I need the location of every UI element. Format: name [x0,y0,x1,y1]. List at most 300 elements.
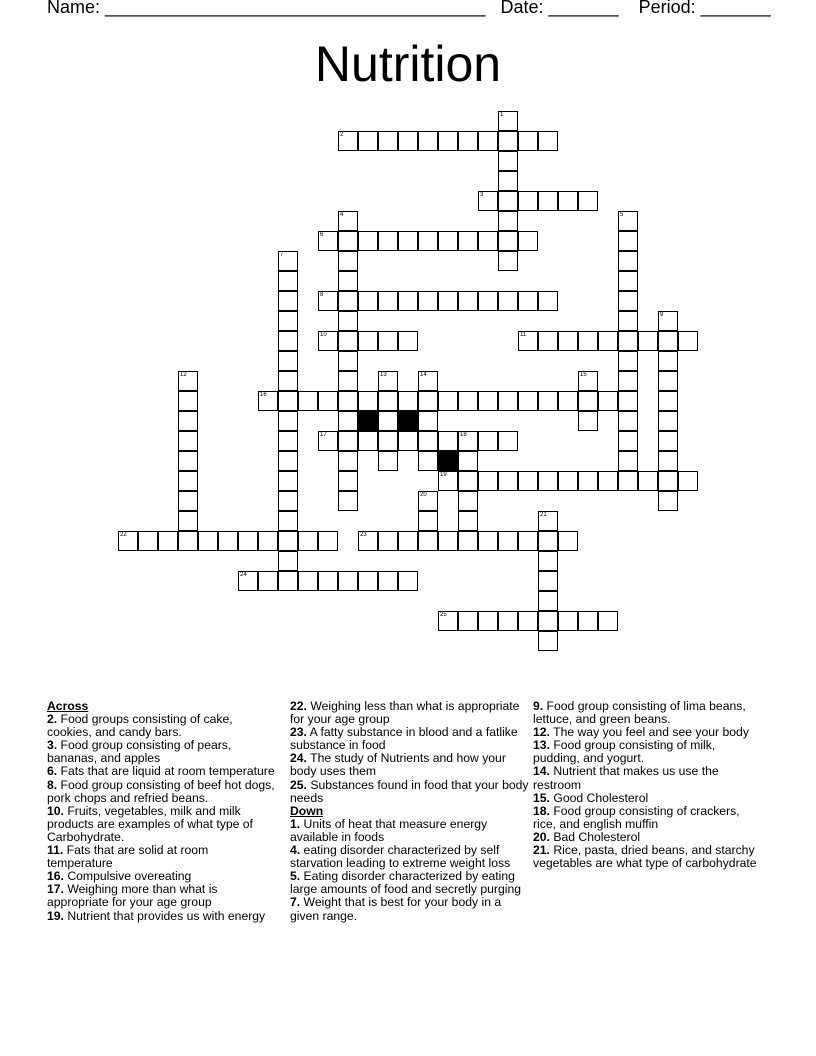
clue-text: Compulsive overeating [63,869,192,884]
grid-cell[interactable] [338,431,358,451]
grid-cell[interactable] [678,471,698,491]
clue-number-label: 15 [580,372,587,378]
grid-cell[interactable] [398,291,418,311]
grid-cell[interactable] [278,431,298,451]
grid-cell[interactable] [538,391,558,411]
grid-cell[interactable] [418,291,438,311]
grid-cell[interactable] [478,191,498,211]
grid-cell[interactable] [458,531,478,551]
clue-number: 5. [290,869,301,884]
clue-text: Eating disorder characterized by eating large amounts of food and secretly purging [290,869,522,897]
grid-cell[interactable] [398,431,418,451]
grid-cell[interactable] [618,271,638,291]
grid-cell[interactable] [258,391,278,411]
grid-cell[interactable] [458,491,478,511]
clue-number-label: 9 [660,312,664,318]
date-label: Date: [500,0,544,17]
grid-cell[interactable] [278,471,298,491]
clue-number: 2. [47,712,58,727]
clue-number-label: 24 [240,572,247,578]
grid-cell[interactable] [358,431,378,451]
grid-cell[interactable] [418,231,438,251]
grid-cell[interactable] [498,391,518,411]
black-cell [438,451,458,471]
clue-number: 10. [47,803,64,818]
grid-cell[interactable] [338,471,358,491]
grid-cell[interactable] [418,451,438,471]
clue-item [533,765,763,791]
clue-number-label: 7 [280,252,284,258]
grid-cell[interactable] [178,491,198,511]
grid-cell[interactable] [638,331,658,351]
clue-text: Fruits, vegetables, milk and milk products are examples of what type of Carbohydrate. [47,803,253,844]
grid-cell[interactable] [118,531,138,551]
grid-cell[interactable] [498,231,518,251]
grid-cell[interactable] [518,611,538,631]
clue-text: Units of heat that measure energy available in foods [290,816,488,844]
grid-cell[interactable] [278,331,298,351]
grid-cell[interactable] [438,471,458,491]
grid-cell[interactable] [138,531,158,551]
clue-column-1 [47,700,277,923]
grid-cell[interactable] [498,531,518,551]
grid-cell[interactable] [438,431,458,451]
grid-cell[interactable] [338,571,358,591]
grid-cell[interactable] [598,391,618,411]
grid-cell[interactable] [418,391,438,411]
grid-cell[interactable] [578,191,598,211]
grid-cell[interactable] [178,411,198,431]
grid-cell[interactable] [618,311,638,331]
grid-cell[interactable] [658,331,678,351]
grid-cell[interactable] [498,291,518,311]
grid-cell[interactable] [318,291,338,311]
grid-cell[interactable] [598,471,618,491]
grid-cell[interactable] [418,411,438,431]
grid-cell[interactable] [658,451,678,471]
clue-number-label: 22 [120,532,127,538]
grid-cell[interactable] [518,531,538,551]
clue-text: Good Cholesterol [549,790,649,805]
grid-cell[interactable] [338,231,358,251]
grid-cell[interactable] [478,431,498,451]
grid-cell[interactable] [658,391,678,411]
grid-cell[interactable] [178,391,198,411]
grid-cell[interactable] [378,411,398,431]
grid-cell[interactable] [618,291,638,311]
grid-cell[interactable] [538,131,558,151]
grid-cell[interactable] [378,531,398,551]
clue-number: 12. [533,725,550,740]
black-cell [358,411,378,431]
grid-cell[interactable] [618,451,638,471]
grid-cell[interactable] [678,331,698,351]
grid-cell[interactable] [338,131,358,151]
clue-number: 13. [533,738,550,753]
grid-cell[interactable] [378,131,398,151]
grid-cell[interactable] [298,571,318,591]
grid-cell[interactable] [578,471,598,491]
grid-cell[interactable] [318,571,338,591]
clue-text: Food group consisting of pears, bananas, and apples [47,738,232,766]
grid-cell[interactable] [658,411,678,431]
clue-number-label: 18 [460,432,467,438]
grid-cell[interactable] [278,491,298,511]
clue-text: Bad Cholesterol [549,829,641,844]
grid-cell[interactable] [338,491,358,511]
clue-number-label: 17 [320,432,327,438]
grid-cell[interactable] [438,231,458,251]
clue-text: Fats that are liquid at room temperature [57,764,275,779]
grid-cell[interactable] [278,391,298,411]
clue-text: Fats that are solid at room temperature [47,843,209,871]
grid-cell[interactable] [318,531,338,551]
clue-number: 23. [290,725,307,740]
grid-cell[interactable] [518,131,538,151]
grid-cell[interactable] [438,611,458,631]
page-title: Nutrition [314,36,502,92]
clue-number-label: 20 [420,492,427,498]
clue-item [47,739,277,765]
grid-cell[interactable] [418,491,438,511]
grid-cell[interactable] [618,231,638,251]
grid-cell[interactable] [498,471,518,491]
grid-cell[interactable] [378,431,398,451]
grid-cell[interactable] [378,231,398,251]
grid-cell[interactable] [538,531,558,551]
clue-number-label: 4 [340,212,344,218]
grid-cell[interactable] [518,471,538,491]
clue-item [47,883,277,909]
grid-cell[interactable] [538,551,558,571]
grid-cell[interactable] [358,291,378,311]
grid-cell[interactable] [658,491,678,511]
grid-cell[interactable] [538,511,558,531]
grid-cell[interactable] [278,531,298,551]
grid-cell[interactable] [398,131,418,151]
grid-cell[interactable] [338,211,358,231]
grid-cell[interactable] [278,251,298,271]
grid-cell[interactable] [358,131,378,151]
grid-cell[interactable] [498,431,518,451]
clue-number: 3. [47,738,58,753]
grid-cell[interactable] [518,331,538,351]
clue-text: The study of Nutrients and how your body uses them [290,751,506,779]
clue-item [290,700,530,726]
grid-cell[interactable] [658,311,678,331]
grid-cell[interactable] [338,251,358,271]
grid-cell[interactable] [618,471,638,491]
grid-cell[interactable] [578,411,598,431]
clue-number: 16. [47,869,64,884]
grid-cell[interactable] [338,371,358,391]
period-label: Period: [638,0,696,17]
grid-cell[interactable] [318,431,338,451]
grid-cell[interactable] [378,451,398,471]
grid-cell[interactable] [398,571,418,591]
name-label: Name: [47,0,101,17]
clue-number: 1. [290,816,301,831]
grid-cell[interactable] [538,631,558,651]
grid-cell[interactable] [178,431,198,451]
grid-cell[interactable] [598,331,618,351]
clue-heading: Across [47,699,89,713]
grid-cell[interactable] [658,371,678,391]
grid-cell[interactable] [278,311,298,331]
grid-cell[interactable] [498,111,518,131]
grid-cell[interactable] [158,531,178,551]
grid-cell[interactable] [378,291,398,311]
grid-cell[interactable] [338,291,358,311]
grid-cell[interactable] [338,391,358,411]
clue-item [533,700,763,726]
clue-number-label: 3 [480,192,484,198]
grid-cell[interactable] [618,431,638,451]
clue-text: A fatty substance in blood and a fatlike substance in food [290,725,518,753]
grid-cell[interactable] [498,251,518,271]
clue-column-3 [533,700,763,870]
clue-number: 11. [47,843,64,858]
grid-cell[interactable] [338,331,358,351]
clue-number-label: 5 [620,212,624,218]
grid-cell[interactable] [438,291,458,311]
clue-number-label: 8 [320,292,324,298]
grid-cell[interactable] [618,351,638,371]
grid-cell[interactable] [418,431,438,451]
grid-cell[interactable] [478,231,498,251]
clue-text: Weighing less than what is appropriate for your age group [290,699,520,727]
grid-cell[interactable] [278,371,298,391]
clue-text: Food group consisting of milk, pudding, and yogurt. [533,738,716,766]
grid-cell[interactable] [418,371,438,391]
grid-cell[interactable] [178,511,198,531]
clue-number: 20. [533,829,550,844]
grid-cell[interactable] [538,471,558,491]
clue-item [290,752,530,778]
grid-cell[interactable] [338,351,358,371]
grid-cell[interactable] [298,391,318,411]
clue-number: 14. [533,764,550,779]
grid-cell[interactable] [358,531,378,551]
grid-cell[interactable] [278,271,298,291]
grid-cell[interactable] [338,451,358,471]
clue-number: 24. [290,751,307,766]
grid-cell[interactable] [438,391,458,411]
grid-cell[interactable] [238,531,258,551]
grid-cell[interactable] [398,231,418,251]
grid-cell[interactable] [478,611,498,631]
clue-number-label: 23 [360,532,367,538]
grid-cell[interactable] [538,611,558,631]
grid-cell[interactable] [498,611,518,631]
clue-text: Substances found in food that your body needs [290,777,529,805]
grid-cell[interactable] [278,411,298,431]
grid-cell[interactable] [418,131,438,151]
clue-number-label: 2 [340,132,344,138]
clue-item [290,844,530,870]
grid-cell[interactable] [458,511,478,531]
grid-cell[interactable] [358,391,378,411]
grid-cell[interactable] [478,471,498,491]
grid-cell[interactable] [618,371,638,391]
grid-cell[interactable] [558,531,578,551]
grid-cell[interactable] [558,611,578,631]
clue-number-label: 6 [320,232,324,238]
grid-cell[interactable] [278,291,298,311]
grid-cell[interactable] [178,451,198,471]
grid-cell[interactable] [358,231,378,251]
grid-cell[interactable] [178,371,198,391]
grid-cell[interactable] [538,291,558,311]
grid-cell[interactable] [458,611,478,631]
clue-number: 4. [290,843,301,858]
grid-cell[interactable] [398,391,418,411]
clue-number: 18. [533,803,550,818]
grid-cell[interactable] [518,191,538,211]
grid-cell[interactable] [558,331,578,351]
grid-cell[interactable] [558,191,578,211]
grid-cell[interactable] [318,391,338,411]
grid-cell[interactable] [538,591,558,611]
grid-cell[interactable] [498,151,518,171]
grid-cell[interactable] [258,531,278,551]
grid-cell[interactable] [618,331,638,351]
grid-cell[interactable] [458,131,478,151]
clue-text: Nutrient that provides us with energy [63,908,266,923]
grid-cell[interactable] [338,271,358,291]
clue-number-label: 25 [440,612,447,618]
clue-item [47,910,277,923]
grid-cell[interactable] [238,571,258,591]
clue-item [533,805,763,831]
grid-cell[interactable] [458,451,478,471]
grid-cell[interactable] [458,471,478,491]
clue-text: Food group consisting of beef hot dogs, pork chops and refried beans. [47,777,275,805]
grid-cell[interactable] [618,211,638,231]
clue-item [290,870,530,896]
grid-cell[interactable] [258,571,278,591]
clue-column-2 [290,700,530,923]
clue-text: Rice, pasta, dried beans, and starchy vegetables are what type of carbohydrate [533,843,757,871]
grid-cell[interactable] [478,131,498,151]
grid-cell[interactable] [418,531,438,551]
clue-item [533,844,763,870]
grid-cell[interactable] [398,331,418,351]
grid-cell[interactable] [378,571,398,591]
grid-cell[interactable] [478,291,498,311]
grid-cell[interactable] [538,331,558,351]
clue-number-label: 12 [180,372,187,378]
grid-cell[interactable] [438,131,458,151]
grid-cell[interactable] [318,331,338,351]
grid-cell[interactable] [558,471,578,491]
grid-cell[interactable] [458,431,478,451]
grid-cell[interactable] [478,531,498,551]
clue-item [290,818,530,844]
grid-cell[interactable] [398,531,418,551]
grid-cell[interactable] [578,391,598,411]
clue-number-label: 13 [380,372,387,378]
grid-cell[interactable] [458,391,478,411]
grid-cell[interactable] [178,531,198,551]
grid-cell[interactable] [618,391,638,411]
clue-number: 8. [47,777,58,792]
name-blank[interactable]: ______________________________________ [105,0,486,17]
grid-cell[interactable] [518,391,538,411]
clue-number-label: 11 [520,332,527,338]
grid-cell[interactable] [578,331,598,351]
grid-cell[interactable] [178,471,198,491]
clue-number-label: 10 [320,332,327,338]
grid-cell[interactable] [338,411,358,431]
grid-cell[interactable] [658,351,678,371]
clue-number: 6. [47,764,58,779]
grid-cell[interactable] [458,291,478,311]
grid-cell[interactable] [498,171,518,191]
grid-cell[interactable] [278,511,298,531]
grid-cell[interactable] [418,511,438,531]
grid-cell[interactable] [298,531,318,551]
grid-cell[interactable] [638,471,658,491]
clue-number: 19. [47,908,64,923]
grid-cell[interactable] [558,391,578,411]
grid-cell[interactable] [538,191,558,211]
grid-cell[interactable] [478,391,498,411]
grid-cell[interactable] [278,351,298,371]
date-blank[interactable]: _______ [548,0,619,17]
clue-number: 25. [290,777,307,792]
grid-cell[interactable] [338,311,358,331]
grid-cell[interactable] [578,371,598,391]
clue-item [47,779,277,805]
grid-cell[interactable] [598,611,618,631]
grid-cell[interactable] [538,571,558,591]
grid-cell[interactable] [378,391,398,411]
grid-cell[interactable] [518,231,538,251]
grid-cell[interactable] [498,131,518,151]
clue-text: The way you feel and see your body [549,725,749,740]
grid-cell[interactable] [518,291,538,311]
grid-cell[interactable] [498,191,518,211]
clue-number: 9. [533,699,544,713]
grid-cell[interactable] [278,571,298,591]
grid-cell[interactable] [498,211,518,231]
clue-heading: Down [290,803,324,818]
grid-cell[interactable] [658,471,678,491]
clue-number: 17. [47,882,64,897]
grid-cell[interactable] [358,331,378,351]
grid-cell[interactable] [458,231,478,251]
period-blank[interactable]: _______ [700,0,771,17]
grid-cell[interactable] [278,551,298,571]
clue-text: Weighing more than what is appropriate for your age group [47,882,218,910]
clue-item [290,726,530,752]
grid-cell[interactable] [618,411,638,431]
grid-cell[interactable] [658,431,678,451]
grid-cell[interactable] [378,331,398,351]
grid-cell[interactable] [378,371,398,391]
clue-number: 21. [533,843,550,858]
grid-cell[interactable] [578,611,598,631]
grid-cell[interactable] [318,231,338,251]
grid-cell[interactable] [438,531,458,551]
grid-cell[interactable] [358,571,378,591]
clue-text: Food group consisting of crackers, rice, and english muffin [533,803,740,831]
grid-cell[interactable] [218,531,238,551]
grid-cell[interactable] [198,531,218,551]
grid-cell[interactable] [278,451,298,471]
grid-cell[interactable] [618,251,638,271]
